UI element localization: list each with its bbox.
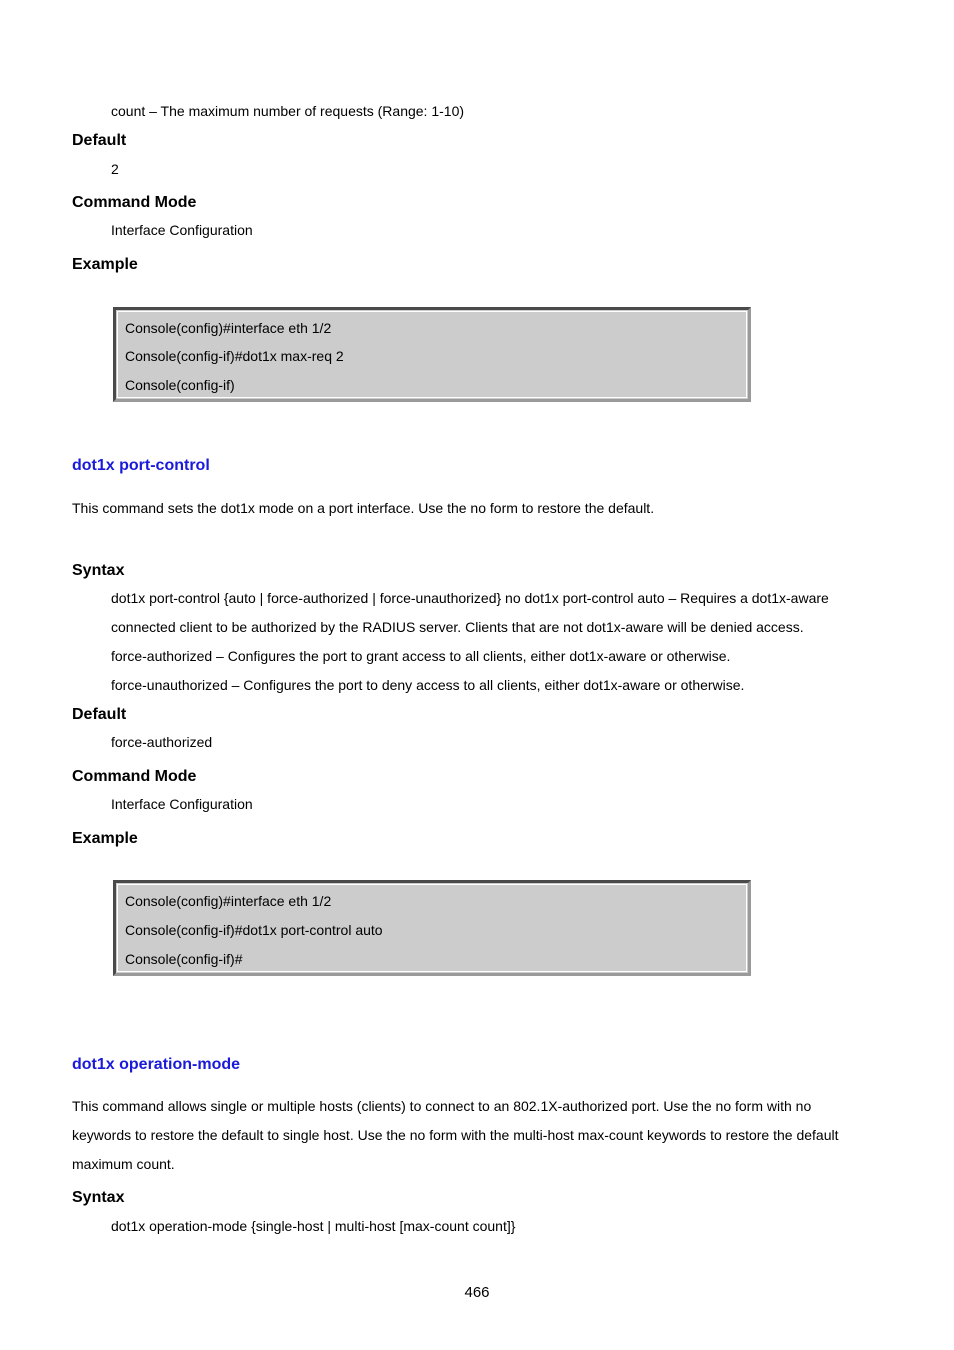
section-description-line: keywords to restore the default to single host. Use the no form with the multi-host max-count keywords to restore the default bbox=[72, 1127, 839, 1143]
syntax-heading: Syntax bbox=[72, 1189, 125, 1206]
default-heading: Default bbox=[72, 706, 127, 723]
code-line: Console(config-if)#dot1x max-req 2 bbox=[125, 348, 344, 364]
section-title-port-control: dot1x port-control bbox=[72, 457, 210, 474]
syntax-line: dot1x port-control {auto | force-authorized | force-unauthorized} no dot1x port-control auto – Requires a dot1x-aware bbox=[111, 590, 829, 606]
code-line: Console(config-if)#dot1x port-control auto bbox=[125, 922, 383, 938]
syntax-line: connected client to be authorized by the RADIUS server. Clients that are not dot1x-aware will be denied access. bbox=[111, 619, 804, 635]
syntax-line: dot1x operation-mode {single-host | multi-host [max-count count]} bbox=[111, 1218, 516, 1234]
code-example-box bbox=[113, 307, 751, 402]
code-example-box bbox=[113, 880, 751, 976]
default-heading: Default bbox=[72, 132, 127, 149]
code-line: Console(config-if)# bbox=[125, 951, 243, 967]
page-number: 466 bbox=[464, 1284, 490, 1301]
command-mode-value: Interface Configuration bbox=[111, 222, 253, 238]
example-heading: Example bbox=[72, 256, 138, 273]
example-heading: Example bbox=[72, 830, 138, 847]
section-title-operation-mode: dot1x operation-mode bbox=[72, 1056, 241, 1073]
syntax-line: force-unauthorized – Configures the port to deny access to all clients, either dot1x-aware or otherwise. bbox=[111, 677, 745, 693]
default-value: 2 bbox=[111, 161, 119, 177]
param-description: count – The maximum number of requests (Range: 1-10) bbox=[111, 103, 465, 119]
command-mode-heading: Command Mode bbox=[72, 768, 197, 785]
command-mode-heading: Command Mode bbox=[72, 194, 197, 211]
command-mode-value: Interface Configuration bbox=[111, 796, 253, 812]
syntax-line: force-authorized – Configures the port to grant access to all clients, either dot1x-aware or otherwise. bbox=[111, 648, 731, 664]
section-description-line: This command allows single or multiple hosts (clients) to connect to an 802.1X-authorized port. Use the no form with no bbox=[72, 1098, 812, 1114]
code-line: Console(config-if) bbox=[125, 377, 235, 393]
section-description-line: maximum count. bbox=[72, 1156, 175, 1172]
code-line: Console(config)#interface eth 1/2 bbox=[125, 320, 332, 336]
code-line: Console(config)#interface eth 1/2 bbox=[125, 893, 332, 909]
syntax-heading: Syntax bbox=[72, 562, 125, 579]
default-value: force-authorized bbox=[111, 734, 213, 750]
section-description: This command sets the dot1x mode on a port interface. Use the no form to restore the default. bbox=[72, 500, 655, 516]
